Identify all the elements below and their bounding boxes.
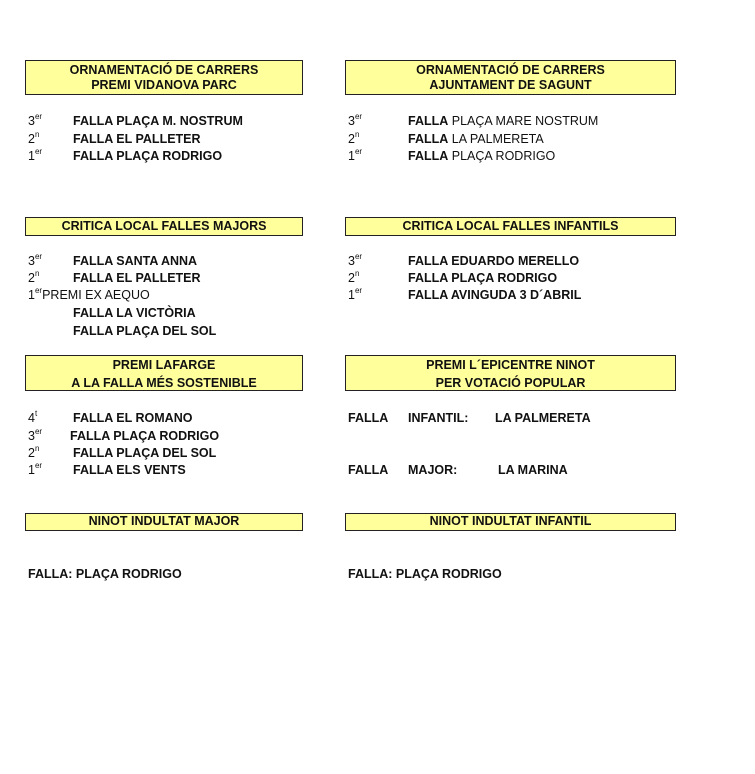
falla-label: FALLA (348, 463, 389, 477)
ninot-indultat-infantil-falla: FALLA: PLAÇA RODRIGO (348, 567, 502, 581)
place-number: 3er (28, 252, 43, 268)
place-number: 3er (28, 427, 43, 443)
falla-name: FALLA PLAÇA M. NOSTRUM (73, 114, 243, 128)
place-number: 1er (348, 147, 363, 163)
falla-name: FALLA SANTA ANNA (73, 254, 198, 268)
falla-label: FALLA (348, 411, 389, 425)
header-line: CRITICA LOCAL FALLES INFANTILS (402, 219, 619, 233)
falla-name: FALLA PLAÇA DEL SOL (73, 446, 217, 460)
place-number: 2$^n$ (348, 130, 360, 146)
place-number: 2$^n$ (28, 130, 40, 146)
header-line: PREMI VIDANOVA PARC (91, 78, 237, 92)
ex-aequo-label: PREMI EX AEQUO (42, 288, 150, 302)
header-line: CRITICA LOCAL FALLES MAJORS (61, 219, 267, 233)
falla-name: FALLA EL PALLETER (73, 271, 201, 285)
place-number: 2$^n$ (28, 269, 40, 285)
falla-name: FALLA ELS VENTS (73, 463, 186, 477)
place-number: 1er (28, 147, 43, 163)
header-line: PREMI L´EPICENTRE NINOT (426, 358, 595, 372)
place-number: 3er (28, 112, 43, 128)
place-number: 4$^t$ (28, 409, 38, 425)
ninot-indultat-major-falla: FALLA: PLAÇA RODRIGO (28, 567, 182, 581)
falla-name: FALLA LA VICTÒRIA (73, 306, 196, 320)
place-number: 1er (28, 461, 43, 477)
falla-name: FALLA PLAÇA DEL SOL (73, 324, 217, 338)
category-label: MAJOR: (408, 463, 458, 477)
falla-name: FALLA EDUARDO MERELLO (408, 254, 580, 268)
header-premi-epicentre (345, 355, 676, 391)
header-ornamentacio-sagunt (345, 60, 676, 95)
header-line: NINOT INDULTAT INFANTIL (429, 514, 592, 528)
header-line: NINOT INDULTAT MAJOR (88, 514, 240, 528)
header-ornamentacio-vidanova (25, 60, 303, 95)
falla-name: FALLA LA PALMERETA (408, 132, 544, 146)
falla-name: FALLA PLAÇA RODRIGO (408, 271, 558, 285)
falla-name: FALLA PLAÇA MARE NOSTRUM (408, 114, 599, 128)
header-ninot-indultat-infantil (345, 513, 676, 531)
place-number: 1er (348, 286, 363, 302)
header-line: PREMI LAFARGE (112, 358, 216, 372)
place-number: 2$^n$ (348, 269, 360, 285)
falla-name: FALLA EL ROMANO (73, 411, 193, 425)
header-critica-infantils (345, 217, 676, 236)
falla-name: FALLA PLAÇA RODRIGO (408, 149, 556, 163)
place-number: 1erPREMI EX AEQUO (28, 286, 150, 302)
header-critica-majors (25, 217, 303, 236)
header-line: AJUNTAMENT DE SAGUNT (429, 78, 592, 92)
falla-name: LA MARINA (498, 463, 568, 477)
place-number: 2$^n$ (28, 444, 40, 460)
header-line: ORNAMENTACIÓ DE CARRERS (69, 63, 259, 77)
category-label: INFANTIL: (408, 411, 469, 425)
header-ninot-indultat-major (25, 513, 303, 531)
falla-name: FALLA EL PALLETER (73, 132, 201, 146)
falla-name: LA PALMERETA (495, 411, 591, 425)
place-number: 3er (348, 252, 363, 268)
falla-name: FALLA PLAÇA RODRIGO (73, 149, 223, 163)
header-line: PER VOTACIÓ POPULAR (435, 376, 586, 390)
place-number: 3er (348, 112, 363, 128)
header-premi-lafarge (25, 355, 303, 391)
header-line: ORNAMENTACIÓ DE CARRERS (416, 63, 605, 77)
falla-name: FALLA AVINGUDA 3 D´ABRIL (408, 288, 582, 302)
header-line: A LA FALLA MÉS SOSTENIBLE (71, 376, 257, 390)
falla-name: FALLA PLAÇA RODRIGO (70, 429, 220, 443)
